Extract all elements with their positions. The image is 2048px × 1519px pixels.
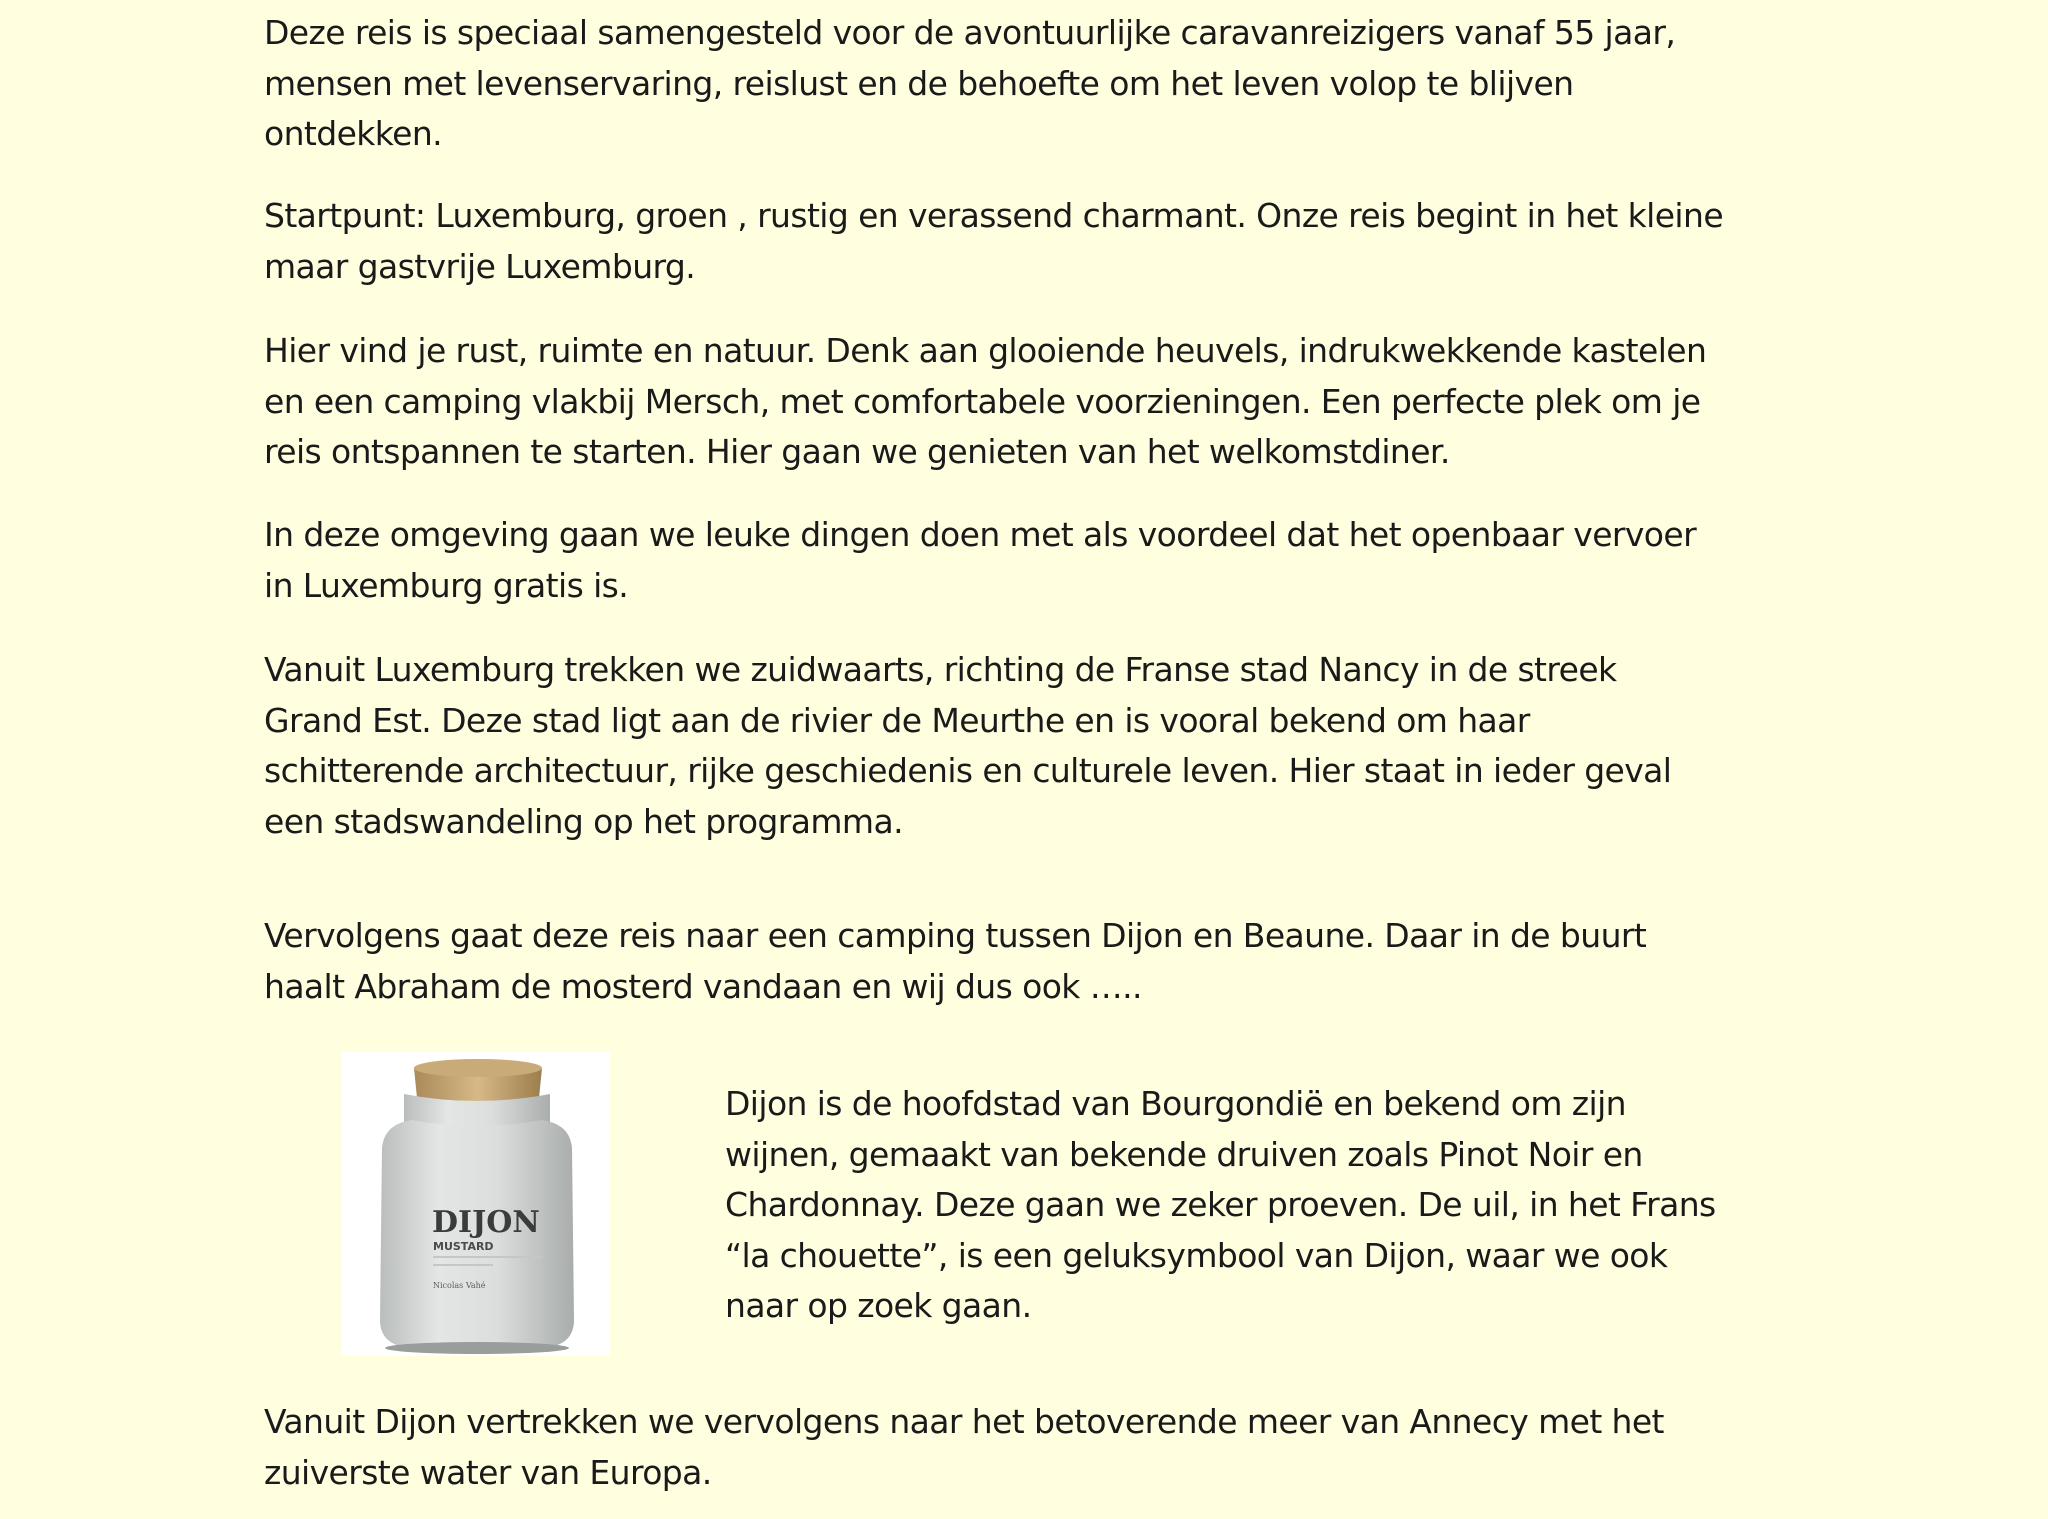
dijon-mustard-jar-image (342, 1052, 610, 1356)
dijon-camping-line-2: haalt Abraham de mosterd vandaan en wij dus ook ….. (264, 966, 1142, 1006)
rust-line-1: Hier vind je rust, ruimte en natuur. Denk aan glooiende heuvels, indrukwekkende kastelen (264, 331, 1707, 370)
omgeving-paragraph (264, 510, 1696, 611)
rust-line-3: reis ontspannen te starten. Hier gaan we genieten van het welkomstdiner. (264, 432, 1450, 471)
intro-line-3: ontdekken. (264, 114, 443, 153)
annecy-line-1: Vanuit Dijon vertrekken we vervolgens naar het betoverende meer van Annecy met het (264, 1402, 1664, 1441)
rust-paragraph (264, 326, 1706, 478)
startpunt-line-2: maar gastvrije Luxemburg. (264, 246, 696, 286)
nancy-line-2: Grand Est. Deze stad ligt aan de rivier de Meurthe en is vooral bekend om haar (264, 700, 1530, 740)
dijon-camping-paragraph (264, 911, 1646, 1012)
dijon-wijn-line-5: naar op zoek gaan. (725, 1286, 1032, 1325)
omgeving-line-2: in Luxemburg gratis is. (264, 565, 629, 605)
intro-line-1: Deze reis is speciaal samengesteld voor de avontuurlijke caravanreizigers vanaf 55 jaar, (264, 13, 1676, 52)
dijon-wijn-line-1: Dijon is de hoofdstad van Bourgondië en bekend om zijn (725, 1084, 1626, 1123)
nancy-line-1: Vanuit Luxemburg trekken we zuidwaarts, richting de Franse stad Nancy in de streek (264, 650, 1617, 689)
omgeving-line-1: In deze omgeving gaan we leuke dingen doen met als voordeel dat het openbaar vervoer (264, 515, 1697, 554)
dijon-wijn-line-4: “la chouette”, is een geluksymbool van Dijon, waar we ook (725, 1235, 1668, 1275)
dijon-camping-line-1: Vervolgens gaat deze reis naar een camping tussen Dijon en Beaune. Daar in de buurt (264, 916, 1647, 955)
jar-maker-text: Nicolas Vahé (433, 1281, 486, 1290)
annecy-paragraph (264, 1397, 1664, 1498)
jar-brand-text: DIJON (432, 1205, 540, 1240)
jar-type-text: MUSTARD (433, 1240, 494, 1253)
startpunt-paragraph (264, 191, 1723, 292)
startpunt-line-1: Startpunt: Luxemburg, groen , rustig en verassend charmant. Onze reis begint in het kleine (264, 196, 1724, 235)
dijon-wijn-line-2: wijnen, gemaakt van bekende druiven zoals Pinot Noir en (725, 1134, 1643, 1174)
intro-paragraph (264, 8, 1675, 160)
rust-line-2: en een camping vlakbij Mersch, met comfortabele voorzieningen. Een perfecte plek om je (264, 381, 1701, 421)
nancy-paragraph (264, 645, 1671, 847)
nancy-line-3: schitterende architectuur, rijke geschiedenis en culturele leven. Hier staat in ieder geval (264, 751, 1672, 790)
annecy-line-2: zuiverste water van Europa. (264, 1452, 712, 1492)
mustard-jar-illustration (342, 1052, 610, 1356)
dijon-wijn-paragraph (725, 1079, 1716, 1332)
nancy-line-4: een stadswandeling op het programma. (264, 801, 903, 841)
dijon-wijn-line-3: Chardonnay. Deze gaan we zeker proeven. De uil, in het Frans (725, 1185, 1716, 1224)
intro-line-2: mensen met levenservaring, reislust en de behoefte om het leven volop te blijven (264, 63, 1574, 103)
